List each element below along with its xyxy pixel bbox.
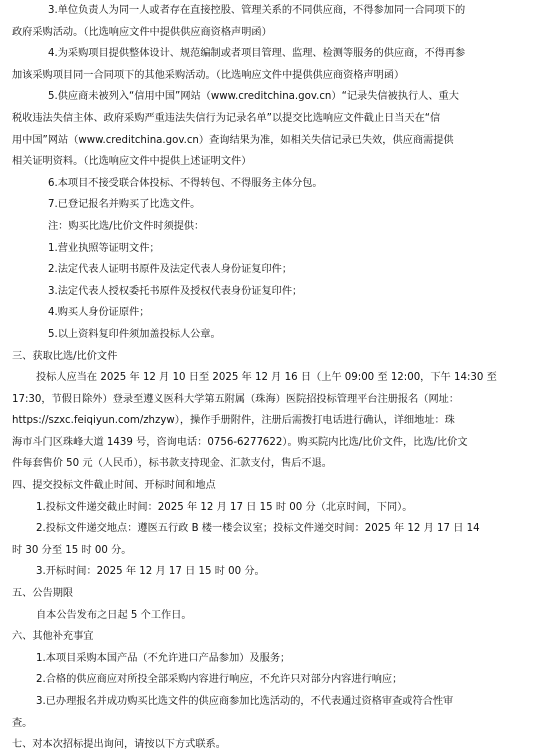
text-line: 2.法定代表人证明书原件及法定代表人身份证复印件； xyxy=(48,264,293,276)
text-line: 1.投标文件递交截止时间：2025 年 12 月 17 日 15 时 00 分（北京时间，下同）。 xyxy=(36,501,413,513)
text-line: 3.法定代表人授权委托书原件及授权代表身份证复印件； xyxy=(48,285,303,297)
text-line: 3.开标时间：2025 年 12 月 17 日 15 时 00 分。 xyxy=(36,566,265,578)
text-line: 用中国”网站（www.creditchina.gov.cn）查询结果为准，如相关失信记录已失效，供应商需提供 xyxy=(12,134,454,146)
text-line: 税收违法失信主体、政府采购严重违法失信行为记录名单”以提交比选响应文件截止日当天在“信 xyxy=(12,112,441,124)
text-line: 时 30 分至 15 时 00 分。 xyxy=(12,544,132,556)
text-line: 1.营业执照等证明文件； xyxy=(48,242,160,254)
text-line: 5.以上资料复印件须加盖投标人公章。 xyxy=(48,328,221,340)
text-line: 4.为采购项目提供整体设计、规范编制或者项目管理、监理、检测等服务的供应商，不得再参 xyxy=(48,48,466,60)
text-line: 自本公告发布之日起 5 个工作日。 xyxy=(36,609,192,621)
text-line: 投标人应当在 2025 年 12 月 10 日至 2025 年 12 月 16 日（上午 09:00 至 12:00，下午 14:30 至 xyxy=(36,372,497,384)
text-line: 海市斗门区珠峰大道 1439 号，咨询电话：0756-6277622）。购买院内比选/比价文件，比选/比价文 xyxy=(12,436,468,448)
text-line: 3.单位负责人为同一人或者存在直接控股、管理关系的不同供应商，不得参加同一合同项下的 xyxy=(48,5,466,16)
section-heading: 七、对本次招标提出询问，请按以下方式联系。 xyxy=(12,739,226,751)
section-heading: 四、提交投标文件截止时间、开标时间和地点 xyxy=(12,480,216,492)
section-heading: 五、公告期限 xyxy=(12,588,74,600)
text-line: 1.本项目采购本国产品（不允许进口产品参加）及服务； xyxy=(36,652,291,664)
text-line: 4.购买人身份证原件； xyxy=(48,307,150,319)
text-line: 6.本项目不接受联合体投标、不得转包、不得服务主体分包。 xyxy=(48,177,323,189)
text-line: 3.已办理报名并成功购买比选文件的供应商参加比选活动的，不代表通过资格审查或符合性审 xyxy=(36,696,454,707)
text-line: 2.投标文件递交地点：遵医五行政 B 楼一楼会议室；投标文件递交时间：2025 年 12 月 17 日 14 xyxy=(36,523,480,535)
section-heading: 六、其他补充事宜 xyxy=(12,631,94,643)
text-line: 17:30，节假日除外）登录至遵义医科大学第五附属（珠海）医院招投标管理平台注册报名（网址： xyxy=(12,393,460,405)
text-line: https://szxc.feiqiyun.com/zhzyw），操作手册附件，注册后需拨打电话进行确认，详细地址：珠 xyxy=(12,415,455,427)
text-line: 加该采购项目同一合同项下的其他采购活动。（比选响应文件中提供供应商资格声明函） xyxy=(12,69,405,81)
text-line: 5.供应商未被列入“信用中国”网站（www.creditchina.gov.cn）“记录失信被执行人、重大 xyxy=(48,91,459,103)
text-line: 查。 xyxy=(12,717,33,729)
text-line: 件每套售价 50 元（人民币），标书款支持现金、汇款支付，售后不退。 xyxy=(12,458,332,470)
section-heading: 三、获取比选/比价文件 xyxy=(12,350,118,362)
text-line: 2.合格的供应商应对所投全部采购内容进行响应，不允许只对部分内容进行响应； xyxy=(36,674,403,686)
text-line: 注：购买比选/比价文件时须提供： xyxy=(48,220,205,232)
text-line: 政府采购活动。（比选响应文件中提供供应商资格声明函） xyxy=(12,26,272,38)
text-line: 7.已登记报名并购买了比选文件。 xyxy=(48,199,201,211)
text-line: 相关证明资料。（比选响应文件中提供上述证明文件） xyxy=(12,156,252,168)
